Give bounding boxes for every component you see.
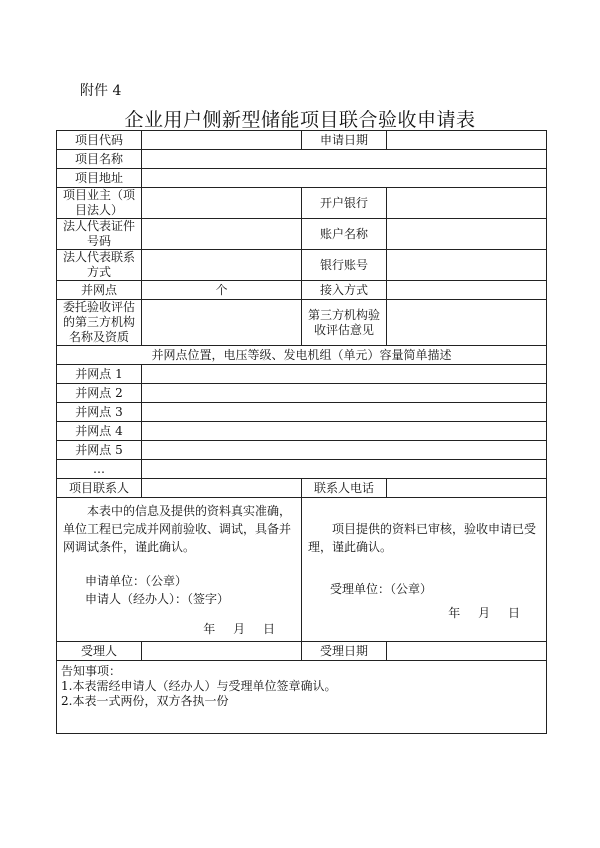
notice-heading: 告知事项： xyxy=(61,664,122,678)
grid-point-4-label: 并网点 4 xyxy=(57,422,142,441)
receiver-label: 受理人 xyxy=(57,642,142,661)
project-name-field[interactable] xyxy=(142,150,547,169)
third-party-label: 委托验收评估的第三方机构名称及资质 xyxy=(57,300,142,346)
third-party-opinion-field[interactable] xyxy=(387,300,547,346)
form-title: 企业用户侧新型储能项目联合验收申请表 xyxy=(124,109,476,131)
apply-date-field[interactable] xyxy=(387,131,547,150)
third-party-field[interactable] xyxy=(142,300,302,346)
contact-phone-field[interactable] xyxy=(387,479,547,498)
account-name-field[interactable] xyxy=(387,219,547,250)
grid-points-count-field[interactable] xyxy=(142,281,302,300)
legal-id-field[interactable] xyxy=(142,219,302,250)
bank-field[interactable] xyxy=(387,188,547,219)
grid-point-more-label: … xyxy=(57,460,142,479)
project-code-label: 项目代码 xyxy=(57,131,142,150)
grid-point-2-field[interactable] xyxy=(142,384,547,403)
receive-date-label: 受理日期 xyxy=(302,642,387,661)
applicant-date-year: 年 xyxy=(203,622,216,636)
notice-item-2: 2.本表一式两份，双方各执一份 xyxy=(61,694,229,708)
access-mode-label: 接入方式 xyxy=(302,281,387,300)
grid-point-2-label: 并网点 2 xyxy=(57,384,142,403)
applicant-declaration xyxy=(57,498,302,642)
legal-contact-field[interactable] xyxy=(142,250,302,281)
project-address-label: 项目地址 xyxy=(57,169,142,188)
bank-account-field[interactable] xyxy=(387,250,547,281)
access-mode-field[interactable] xyxy=(387,281,547,300)
grid-point-3-label: 并网点 3 xyxy=(57,403,142,422)
grid-point-1-field[interactable] xyxy=(142,365,547,384)
contact-person-field[interactable] xyxy=(142,479,302,498)
account-name-label: 账户名称 xyxy=(302,219,387,250)
apply-date-label: 申请日期 xyxy=(302,131,387,150)
receive-date-field[interactable] xyxy=(387,642,547,661)
project-code-field[interactable] xyxy=(142,131,302,150)
project-address-field[interactable] xyxy=(142,169,547,188)
contact-person-label: 项目联系人 xyxy=(57,479,142,498)
grid-points-unit: 个 xyxy=(215,282,228,297)
third-party-opinion-label: 第三方机构验收评估意见 xyxy=(302,300,387,346)
applicant-declaration-text: 本表中的信息及提供的资料真实准确，单位工程已完成并网前验收、调试，具备并网调试条件，谨此确认。 xyxy=(63,504,292,554)
applicant-unit-signature: 申请单位：（公章） xyxy=(85,574,188,588)
grid-point-3-field[interactable] xyxy=(142,403,547,422)
receiver-field[interactable] xyxy=(142,642,302,661)
application-form xyxy=(56,130,547,734)
grid-point-more-field[interactable] xyxy=(142,460,547,479)
notice-item-1: 1.本表需经申请人（经办人）与受理单位签章确认。 xyxy=(61,679,337,693)
legal-id-label: 法人代表证件号码 xyxy=(57,219,142,250)
applicant-date-day: 日 xyxy=(262,622,275,636)
grid-point-5-label: 并网点 5 xyxy=(57,441,142,460)
attachment-label: 附件 4 xyxy=(80,83,122,99)
grid-point-1-label: 并网点 1 xyxy=(57,365,142,384)
acceptance-declaration-text: 项目提供的资料已审核，验收申请已受理，谨此确认。 xyxy=(308,522,537,554)
acceptance-unit-signature: 受理单位：（公章） xyxy=(330,582,433,596)
grid-point-4-field[interactable] xyxy=(142,422,547,441)
project-name-label: 项目名称 xyxy=(57,150,142,169)
contact-phone-label: 联系人电话 xyxy=(302,479,387,498)
acceptance-date xyxy=(308,606,540,621)
acceptance-date-day: 日 xyxy=(507,606,520,620)
grid-desc-header: 并网点位置，电压等级、发电机组（单元）容量简单描述 xyxy=(57,346,547,365)
notice-section xyxy=(57,661,547,734)
owner-label: 项目业主（项目法人） xyxy=(57,188,142,219)
bank-account-label: 银行账号 xyxy=(302,250,387,281)
acceptance-date-year: 年 xyxy=(448,606,461,620)
applicant-date xyxy=(63,622,295,637)
acceptance-date-month: 月 xyxy=(478,606,491,620)
acceptance-declaration xyxy=(302,498,547,642)
bank-label: 开户银行 xyxy=(302,188,387,219)
applicant-person-signature: 申请人（经办人）：（签字） xyxy=(85,592,230,606)
grid-points-label: 并网点 xyxy=(57,281,142,300)
legal-contact-label: 法人代表联系方式 xyxy=(57,250,142,281)
applicant-date-month: 月 xyxy=(233,622,246,636)
grid-point-5-field[interactable] xyxy=(142,441,547,460)
owner-field[interactable] xyxy=(142,188,302,219)
